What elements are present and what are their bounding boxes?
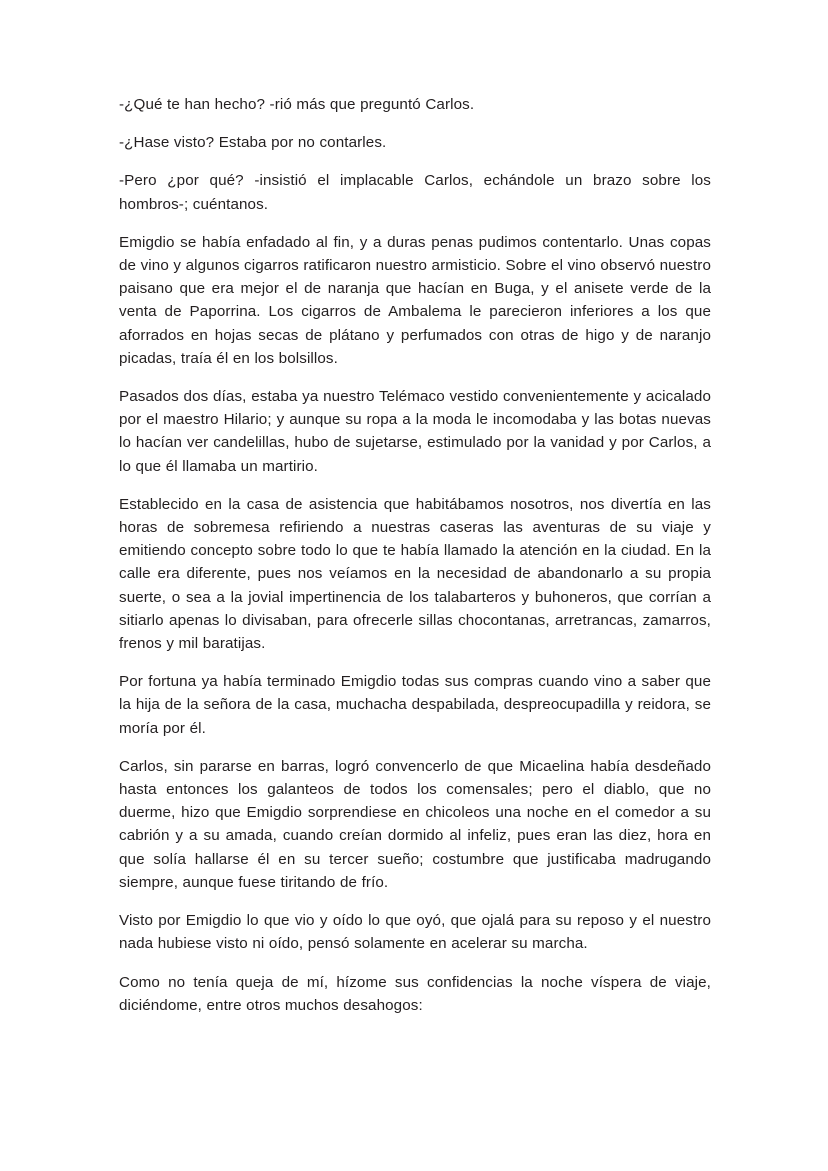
paragraph: -¿Qué te han hecho? -rió más que preguntó Carlos. [119,96,475,113]
paragraph: -¿Hase visto? Estaba por no contarles. [119,134,387,152]
paragraph: Como no tenía queja de mí, hízome sus confidencias la noche víspera de viaje, diciéndome, entre otros muchos desahogos: [119,973,711,1014]
paragraph: Establecido en la casa de asistencia que habitábamos nosotros, nos divertía en las horas de sobremesa refiriendo a nuestras caseras las aventuras de su viaje y emitiendo concepto sobre todo lo que te había llamado la atención en la ciudad. En la calle era diferente, pues nos veíamos en la necesidad de abandonarlo a su propia suerte, o sea a la jovial impertinencia de los talabarteros y buhoneros, que corrían a sitiarlo apenas lo divisaban, para ofrecerle sillas chocontanas, arretrancas, zamarros, frenos y mil baratijas. [119,495,711,653]
paragraph: Pasados dos días, estaba ya nuestro Telémaco vestido convenientemente y acicalado por el maestro Hilario; y aunque su ropa a la moda le incomodaba y las botas nuevas lo hacían ver candelillas, hubo de sujetarse, estimulado por la vanidad y por Carlos, a lo que él llamaba un martirio. [119,388,711,475]
body-text-column [119,93,711,1017]
paragraph: Carlos, sin pararse en barras, logró convencerlo de que Micaelina había desdeñado hasta entonces los galanteos de todos los comensales; pero el diablo, que no duerme, hizo que Emigdio sorprendiese en chicoleos una noche en el comedor a su cabrión y a su amada, cuando creían dormido al infeliz, pues eran las diez, hora en que solía hallarse él en su tercer sueño; costumbre que justificaba madrugando siempre, aunque fuese tiritando de frío. [119,757,711,891]
paragraph: -Pero ¿por qué? -insistió el implacable Carlos, echándole un brazo sobre los hombros-; cuéntanos. [119,172,711,213]
paragraph: Visto por Emigdio lo que vio y oído lo que oyó, que ojalá para su reposo y el nuestro nada hubiese visto ni oído, pensó solamente en acelerar su marcha. [119,912,711,953]
paragraph: Por fortuna ya había terminado Emigdio todas sus compras cuando vino a saber que la hija de la señora de la casa, muchacha despabilada, despreocupadilla y reidora, se moría por él. [119,673,711,737]
paragraph: Emigdio se había enfadado al fin, y a duras penas pudimos contentarlo. Unas copas de vino y algunos cigarros ratificaron nuestro armisticio. Sobre el vino observó nuestro paisano que era mejor el de naranja que hacían en Buga, y el anisete verde de la venta de Paporrina. Los cigarros de Ambalema le parecieron inferiores a los que aforrados en hojas secas de plátano y perfumados con otras de higo y de naranjo picadas, traía él en los bolsillos. [119,233,711,367]
